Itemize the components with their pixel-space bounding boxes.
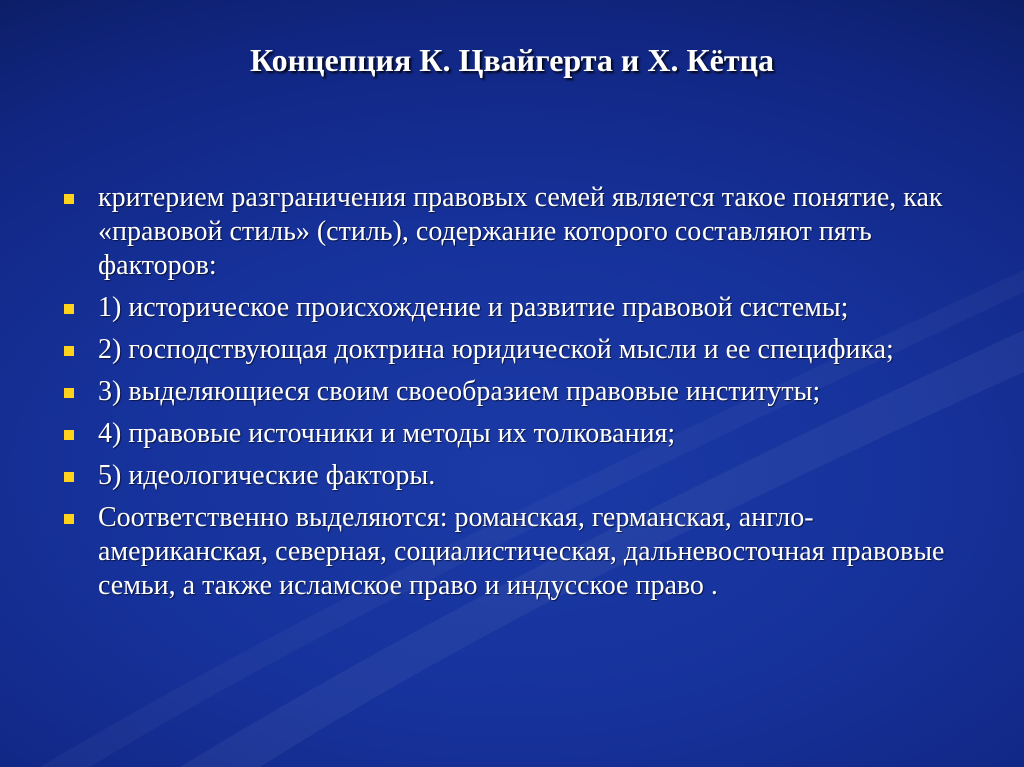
bullet-text: критерием разграничения правовых семей является такое понятие, как «правовой стиль» (стиль), содержание которого составляют пять факторов: xyxy=(98,182,943,281)
square-bullet-icon xyxy=(64,304,74,314)
bullet-item xyxy=(60,501,965,603)
bullet-item xyxy=(60,291,965,325)
bullet-item xyxy=(60,375,965,409)
square-bullet-icon xyxy=(64,346,74,356)
bullet-item xyxy=(60,459,965,493)
square-bullet-icon xyxy=(64,514,74,524)
bullet-item xyxy=(60,181,965,283)
slide-title: Концепция К. Цвайгерта и Х. Кётца xyxy=(249,42,775,78)
bullet-text: 4) правовые источники и методы их толкования; xyxy=(98,418,676,449)
bullet-list xyxy=(60,181,965,611)
square-bullet-icon xyxy=(64,430,74,440)
bullet-item xyxy=(60,417,965,451)
bullet-text: 5) идеологические факторы. xyxy=(98,460,436,491)
square-bullet-icon xyxy=(64,472,74,482)
bullet-text: Соответственно выделяются: романская, германская, англо-американская, северная, социалистическая, дальневосточная правовые семьи, а также исламское право и индусское право . xyxy=(98,502,945,601)
bullet-item xyxy=(60,333,965,367)
square-bullet-icon xyxy=(64,194,74,204)
square-bullet-icon xyxy=(64,388,74,398)
bullet-text: 1) историческое происхождение и развитие правовой системы; xyxy=(98,292,849,323)
bullet-text: 2) господствующая доктрина юридической мысли и ее специфика; xyxy=(98,334,894,365)
bullet-text: 3) выделяющиеся своим своеобразием правовые институты; xyxy=(98,376,821,407)
